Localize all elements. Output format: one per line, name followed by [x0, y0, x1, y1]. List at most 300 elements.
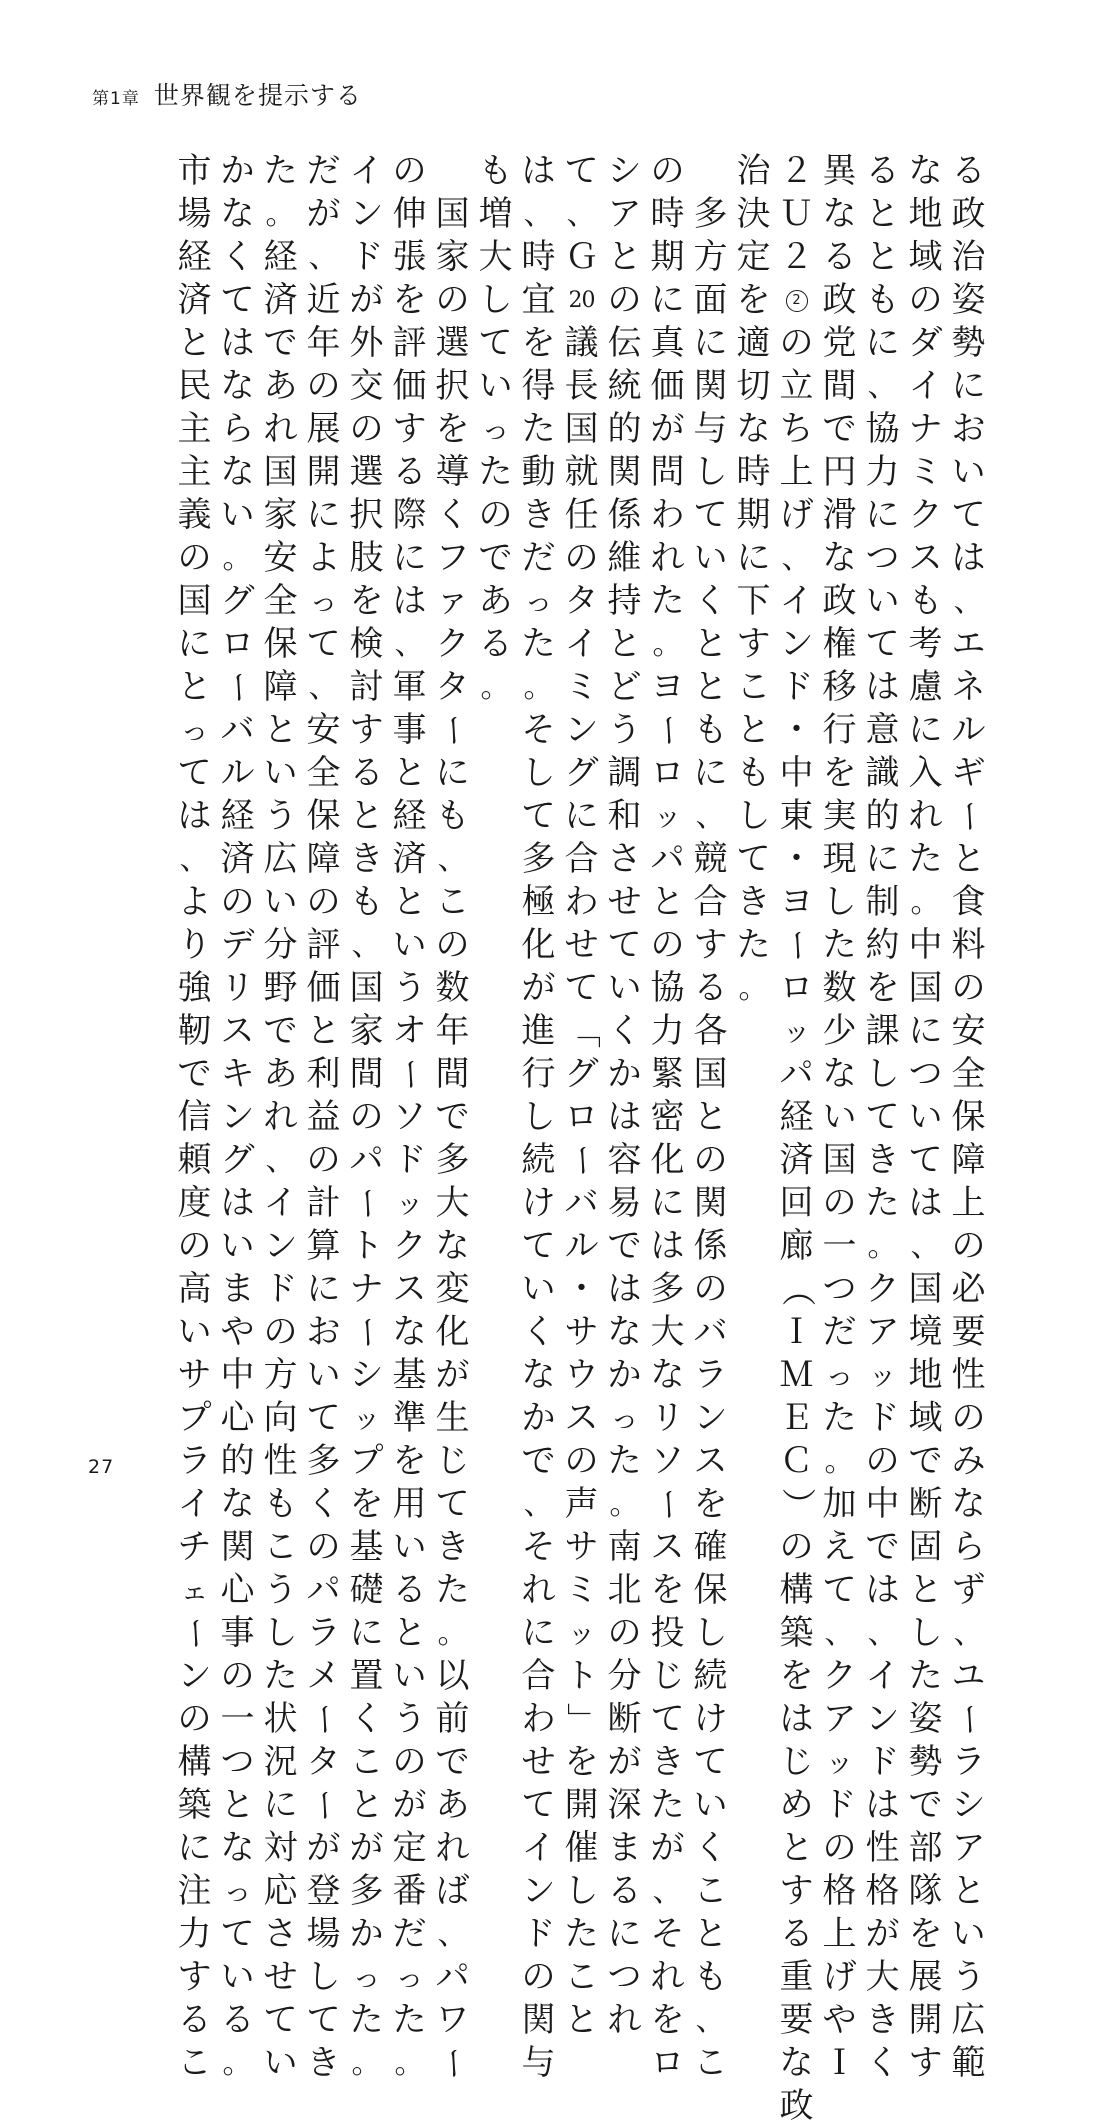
text-char: 党	[822, 323, 857, 363]
text-char: 済	[779, 1140, 814, 1180]
text-char: ド	[779, 667, 814, 707]
text-char: な	[650, 1355, 685, 1395]
text-char: 任	[564, 495, 599, 535]
text-char: た	[865, 1183, 900, 1223]
text-char: 大	[478, 237, 513, 277]
text-char: こ	[693, 2043, 728, 2083]
text-char: い	[908, 1097, 943, 1137]
text-char: 近	[306, 280, 341, 320]
text-char: ラ	[693, 1355, 728, 1395]
text-char: 評	[306, 925, 341, 965]
text-char: う	[607, 710, 642, 750]
text-char: 済	[177, 280, 212, 320]
text-char: の	[177, 1226, 212, 1266]
text-char: と	[263, 710, 298, 750]
text-char: 格	[865, 1871, 900, 1911]
text-char: 食	[951, 882, 986, 922]
text-char: 考	[908, 624, 943, 664]
text-char: げ	[822, 1957, 857, 1997]
text-char: 間	[822, 366, 857, 406]
text-char: 価	[306, 968, 341, 1008]
text-char: の	[951, 1398, 986, 1438]
text-char: ト	[564, 1656, 599, 1696]
text-char: の	[220, 1656, 255, 1696]
text-char: 済	[392, 839, 427, 879]
text-char: 力	[865, 452, 900, 492]
text-char: タ	[564, 581, 599, 621]
running-head	[92, 76, 362, 116]
text-char: し	[693, 452, 728, 492]
text-char: れ	[650, 538, 685, 578]
text-char: パ	[650, 839, 685, 879]
text-char: い	[220, 1226, 255, 1266]
text-char: 以	[435, 1656, 470, 1696]
text-char: ワ	[435, 2000, 470, 2040]
text-column	[732, 150, 775, 1400]
text-char: す	[779, 1871, 814, 1911]
text-char: っ	[180, 714, 209, 747]
text-char: で	[908, 1441, 943, 1481]
text-char: 続	[693, 1656, 728, 1696]
text-char: さ	[607, 839, 642, 879]
text-char: 国	[435, 194, 470, 234]
text-char: よ	[177, 882, 212, 922]
text-char: Ｅ	[779, 1398, 814, 1438]
text-char: 家	[435, 237, 470, 277]
text-char: 全	[951, 1054, 986, 1094]
text-char: し	[521, 753, 556, 793]
text-char: 少	[822, 1011, 857, 1051]
text-char: 声	[564, 1484, 599, 1524]
text-char: 地	[908, 1355, 943, 1395]
text-char: 伝	[607, 323, 642, 363]
text-char: も	[908, 581, 943, 621]
text-char: 部	[908, 1828, 943, 1868]
text-char: 間	[435, 1054, 470, 1094]
text-char: ス	[220, 1011, 255, 1051]
text-char: 権	[822, 624, 857, 664]
text-char: 家	[349, 1011, 384, 1051]
text-char: は	[220, 1183, 255, 1223]
text-char: 経	[392, 796, 427, 836]
text-char: は	[521, 151, 556, 191]
text-char: 経	[263, 237, 298, 277]
text-char: わ	[564, 882, 599, 922]
text-char: 議	[564, 323, 599, 363]
text-char: グ	[564, 1054, 599, 1094]
text-char: 北	[607, 1570, 642, 1610]
text-char: を	[908, 1914, 943, 1954]
text-char: は	[177, 796, 212, 836]
text-column	[431, 150, 474, 2081]
text-char: を	[392, 280, 427, 320]
text-char: 展	[306, 409, 341, 449]
text-char: 協	[865, 409, 900, 449]
text-char: う	[951, 1957, 986, 1997]
text-char: 関	[693, 1183, 728, 1223]
text-char: を	[779, 1656, 814, 1696]
text-char: の	[435, 925, 470, 965]
text-char: し	[693, 1613, 728, 1653]
page-number: 27	[88, 1456, 115, 1478]
text-char: 易	[607, 1183, 642, 1223]
text-char: で	[263, 323, 298, 363]
text-char: あ	[478, 581, 513, 621]
text-char: き	[865, 2000, 900, 2040]
text-char: ミ	[564, 1570, 599, 1610]
text-char: に	[693, 753, 728, 793]
text-char: に	[736, 538, 771, 578]
text-char: い	[693, 1785, 728, 1825]
text-char: の	[478, 495, 513, 535]
text-char: 。	[222, 2046, 253, 2081]
text-char: 廊	[779, 1226, 814, 1266]
text-char: れ	[908, 796, 943, 836]
text-char: 時	[650, 194, 685, 234]
text-char: 進	[521, 1011, 556, 1051]
text-char: 大	[650, 1312, 685, 1352]
text-char: 国	[177, 581, 212, 621]
text-char: 多	[349, 1871, 384, 1911]
text-char: の	[693, 1140, 728, 1180]
text-char: で	[263, 1011, 298, 1051]
text-char: 広	[951, 2000, 986, 2040]
text-char: い	[177, 1312, 212, 1352]
text-char: は	[220, 323, 255, 363]
text-char: 野	[263, 968, 298, 1008]
text-char: ー	[949, 799, 989, 834]
text-char: た	[263, 1656, 298, 1696]
text-char: 国	[822, 1140, 857, 1180]
text-char: 全	[306, 753, 341, 793]
text-char: そ	[521, 710, 556, 750]
text-char: 肢	[349, 538, 384, 578]
text-char: が	[349, 280, 384, 320]
text-char: じ	[435, 1441, 470, 1481]
text-char: は	[392, 581, 427, 621]
text-char: 化	[650, 1140, 685, 1180]
text-char: ー	[304, 1702, 344, 1737]
text-char: ・	[564, 1269, 599, 1309]
text-char: の	[263, 1312, 298, 1352]
text-char: 外	[349, 323, 384, 363]
text-char: 政	[951, 194, 986, 234]
text-char: 確	[693, 1527, 728, 1567]
text-char: 的	[865, 796, 900, 836]
text-char: バ	[220, 710, 255, 750]
text-char: と	[736, 710, 771, 750]
text-char: ア	[607, 194, 642, 234]
text-char: Ｃ	[779, 1441, 814, 1481]
text-char: な	[220, 366, 255, 406]
text-char: の	[392, 1742, 427, 1782]
text-column	[259, 150, 302, 2083]
text-char: 実	[822, 796, 857, 836]
text-char: 催	[564, 1828, 599, 1868]
text-char: 投	[650, 1613, 685, 1653]
text-char: ウ	[564, 1355, 599, 1395]
text-char: は	[650, 1226, 685, 1266]
text-char: 境	[908, 1312, 943, 1352]
text-char: ク	[908, 495, 943, 535]
text-char: 開	[306, 452, 341, 492]
text-char: ド	[349, 237, 384, 277]
text-char: 力	[177, 1914, 212, 1954]
text-char: に	[306, 1269, 341, 1309]
text-char: か	[220, 151, 255, 191]
text-char: に	[607, 1914, 642, 1954]
text-char: る	[865, 151, 900, 191]
text-char: 経	[177, 237, 212, 277]
text-char: 的	[607, 409, 642, 449]
text-char: を	[349, 1484, 384, 1524]
text-char: 、	[308, 670, 339, 705]
text-char: 与	[693, 409, 728, 449]
text-char: ソ	[392, 1097, 427, 1137]
text-char: を	[435, 409, 470, 449]
text-char: て	[693, 495, 728, 535]
text-char: イ	[263, 1183, 298, 1223]
text-char: 重	[779, 1957, 814, 1997]
text-char: 注	[177, 1871, 212, 1911]
text-char: 、	[437, 1917, 468, 1952]
text-char: 礎	[349, 1570, 384, 1610]
text-char: い	[392, 1527, 427, 1567]
text-char: 頼	[177, 1140, 212, 1180]
text-char: 係	[607, 495, 642, 535]
text-char: ）	[777, 1487, 817, 1522]
text-char: の	[779, 1527, 814, 1567]
text-char: て	[693, 1742, 728, 1782]
text-char: ー	[648, 1487, 688, 1522]
text-char: え	[822, 1527, 857, 1567]
text-char: 構	[177, 1742, 212, 1782]
text-char: 期	[650, 237, 685, 277]
text-char: 勢	[951, 323, 986, 363]
text-char: 築	[177, 1785, 212, 1825]
text-char: 時	[521, 237, 556, 277]
text-column	[517, 150, 560, 2083]
text-char: 意	[865, 710, 900, 750]
text-char: に	[650, 1183, 685, 1223]
text-char: い	[521, 1269, 556, 1309]
text-char: な	[521, 1355, 556, 1395]
text-char: し	[306, 1957, 341, 1997]
text-char: シ	[951, 1785, 986, 1825]
text-char: た	[908, 1656, 943, 1696]
text-char: 問	[650, 452, 685, 492]
text-char: れ	[263, 1097, 298, 1137]
text-char: 前	[435, 1699, 470, 1739]
text-char: て	[521, 796, 556, 836]
text-char: い	[693, 538, 728, 578]
text-char: 向	[263, 1398, 298, 1438]
text-char: の	[779, 323, 814, 363]
text-char: た	[822, 925, 857, 965]
text-char: を	[650, 1570, 685, 1610]
text-char: る	[392, 1570, 427, 1610]
text-char: っ	[524, 585, 553, 618]
text-char: ー	[562, 1143, 602, 1178]
text-char: ア	[865, 1312, 900, 1352]
text-char: す	[908, 2043, 943, 2083]
text-char: 国	[908, 968, 943, 1008]
text-char: 制	[865, 882, 900, 922]
text-char: ド	[822, 1785, 857, 1825]
text-char: 行	[822, 710, 857, 750]
text-char: ー	[390, 1057, 430, 1092]
text-char: く	[607, 1011, 642, 1051]
text-char: つ	[607, 1957, 642, 1997]
text-char: に	[392, 538, 427, 578]
text-char: ド	[263, 1269, 298, 1309]
text-char: き	[650, 1742, 685, 1782]
text-char: ス	[693, 1441, 728, 1481]
text-char: な	[220, 1828, 255, 1868]
text-char: 地	[908, 194, 943, 234]
text-char: イ	[779, 581, 814, 621]
text-char: に	[177, 624, 212, 664]
text-char: 和	[607, 796, 642, 836]
text-char: ー	[433, 713, 473, 748]
text-char: こ	[435, 882, 470, 922]
text-char: 数	[435, 968, 470, 1008]
text-char: 切	[736, 366, 771, 406]
text-char: つ	[865, 538, 900, 578]
text-char: リ	[220, 968, 255, 1008]
text-char: 治	[951, 237, 986, 277]
text-char: ア	[822, 1699, 857, 1739]
chapter-title: 世界観を提示する	[153, 81, 362, 110]
text-char: 全	[263, 581, 298, 621]
text-char: た	[521, 624, 556, 664]
text-char: に	[177, 1828, 212, 1868]
text-char: や	[822, 2000, 857, 2040]
text-char: い	[478, 366, 513, 406]
text-char: 国	[693, 1054, 728, 1094]
text-char: に	[908, 1011, 943, 1051]
text-char: 。	[910, 885, 941, 920]
text-column	[173, 150, 216, 2083]
text-char: と	[607, 237, 642, 277]
text-char: 統	[607, 366, 642, 406]
text-char: た	[263, 151, 298, 191]
text-char: 得	[521, 366, 556, 406]
text-char: 現	[822, 839, 857, 879]
text-char: を	[521, 323, 556, 363]
text-char: な	[736, 409, 771, 449]
text-char: 。	[480, 670, 511, 705]
text-char: シ	[349, 1355, 384, 1395]
text-char: 。	[738, 971, 769, 1006]
text-char: の	[521, 1957, 556, 1997]
text-char: 。	[867, 1229, 898, 1264]
text-char: に	[908, 710, 943, 750]
text-char: ア	[951, 1828, 986, 1868]
text-char: 年	[306, 323, 341, 363]
text-char: こ	[177, 2043, 212, 2083]
text-char: や	[220, 1312, 255, 1352]
text-char: う	[392, 968, 427, 1008]
text-char: 一	[822, 1226, 857, 1266]
text-char: 益	[306, 1097, 341, 1137]
text-char: ク	[822, 1656, 857, 1696]
text-char: 況	[263, 1742, 298, 1782]
text-char: の	[392, 151, 427, 191]
text-char: ン	[349, 194, 384, 234]
text-char: 宜	[521, 280, 556, 320]
text-char: 評	[392, 323, 427, 363]
text-char: た	[349, 2000, 384, 2040]
text-char: ン	[564, 710, 599, 750]
text-char: ン	[865, 1699, 900, 1739]
text-char: イ	[865, 1656, 900, 1696]
text-char: も	[865, 280, 900, 320]
text-char: ッ	[395, 1187, 424, 1220]
text-char: た	[607, 1441, 642, 1481]
text-char: し	[822, 882, 857, 922]
text-char: 信	[177, 1097, 212, 1137]
text-char: て	[607, 925, 642, 965]
text-char: で	[435, 1097, 470, 1137]
text-char: 性	[263, 1441, 298, 1481]
text-char: ド	[865, 1742, 900, 1782]
text-char: の	[564, 538, 599, 578]
text-char: か	[607, 1355, 642, 1395]
text-char: タ	[306, 1742, 341, 1782]
text-char: イ	[564, 624, 599, 664]
text-char: エ	[951, 624, 986, 664]
text-char: な	[822, 1054, 857, 1094]
text-char: 保	[693, 1570, 728, 1610]
text-char: 登	[306, 1871, 341, 1911]
text-char: が	[306, 194, 341, 234]
text-char: く	[349, 1699, 384, 1739]
text-char: 開	[908, 2000, 943, 2040]
text-char: る	[779, 1914, 814, 1954]
text-char: い	[607, 968, 642, 1008]
text-char: 行	[521, 1054, 556, 1094]
text-char: ラ	[951, 1742, 986, 1782]
text-char: 済	[220, 839, 255, 879]
text-char: 円	[822, 452, 857, 492]
text-char: こ	[349, 1742, 384, 1782]
text-char: 安	[263, 538, 298, 578]
text-char: い	[392, 1656, 427, 1696]
text-char: ァ	[435, 581, 470, 621]
text-char: 強	[177, 968, 212, 1008]
text-char: た	[650, 581, 685, 621]
text-char: き	[349, 839, 384, 879]
text-char: ヨ	[650, 667, 685, 707]
text-char: が	[607, 1742, 642, 1782]
text-char: と	[392, 882, 427, 922]
text-char: を	[349, 581, 384, 621]
text-char: 政	[822, 280, 857, 320]
text-char: せ	[607, 882, 642, 922]
text-char: 分	[263, 925, 298, 965]
text-char: つ	[908, 1054, 943, 1094]
text-char: く	[865, 2043, 900, 2083]
text-char: ミ	[908, 452, 943, 492]
text-char: る	[177, 2000, 212, 2040]
text-char: 、	[953, 584, 984, 619]
text-char: 国	[564, 409, 599, 449]
text-char: 国	[349, 968, 384, 1008]
text-char: の	[951, 968, 986, 1008]
text-char: Ｉ	[822, 2043, 857, 2083]
text-char: 下	[736, 581, 771, 621]
